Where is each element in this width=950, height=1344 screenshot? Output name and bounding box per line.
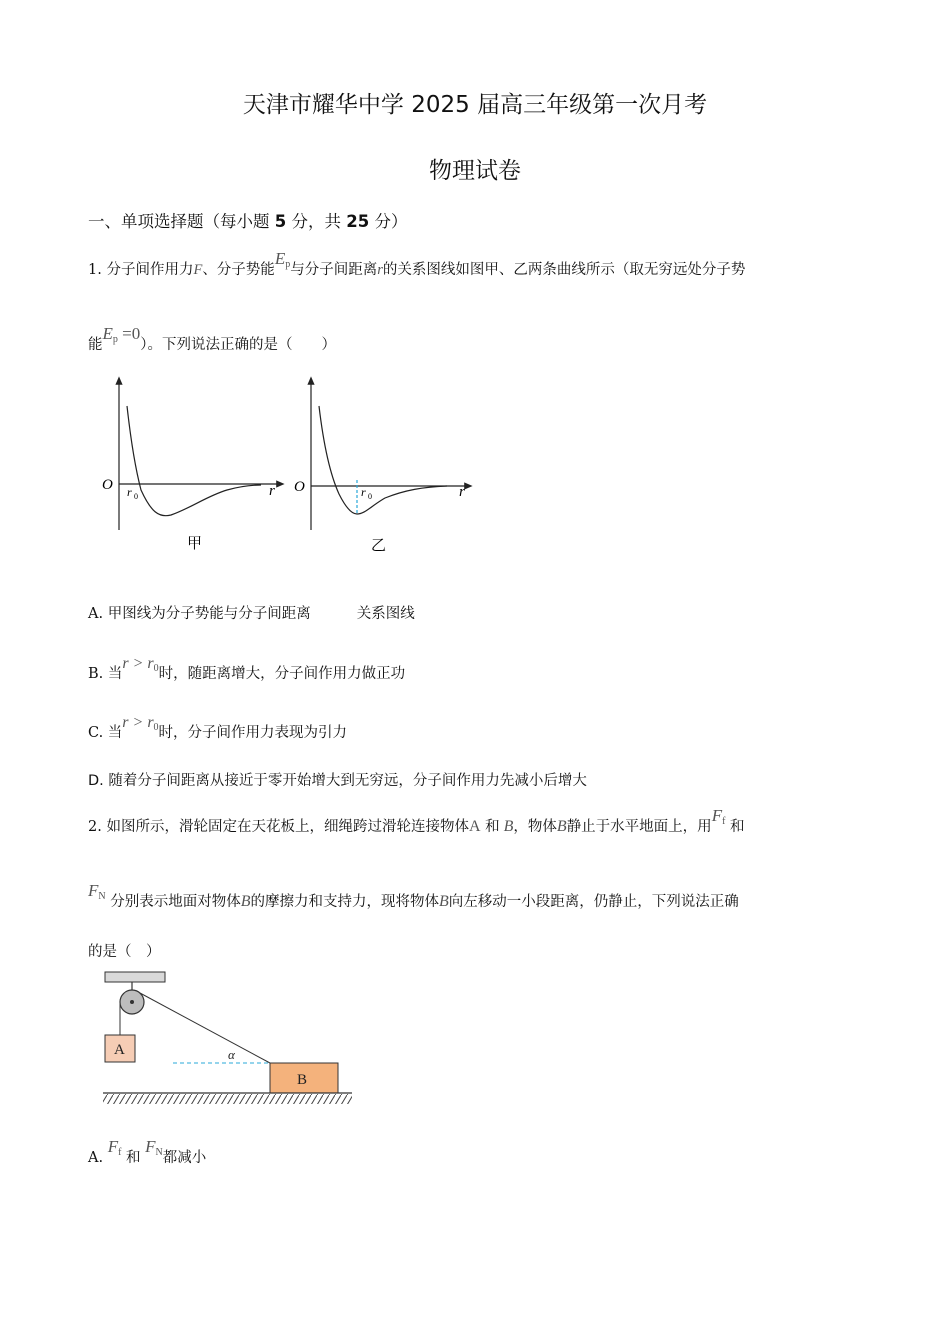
graph-left [102,380,281,552]
q1-option-a[interactable]: A. 甲图线为分子势能与分子间距离 关系图线 [88,606,415,622]
r0-label-left: r [127,485,132,499]
origin-label-left: O [102,477,113,493]
q1-figure [95,372,485,562]
r-axis-label-right: r [459,484,465,500]
q2-stem-line3: 的是（ ） [88,944,161,960]
svg-text:A: A [114,1042,125,1058]
graph-right [294,380,469,554]
q1-stem-line1: 1. 分子间作用力F、分子势能$E_p$与分子间距离r的关系图线如图甲、乙两条曲线所示（取无穷远处分子势 [88,249,746,278]
q1-option-d[interactable]: D. 随着分子间距离从接近于零开始增大到无穷远，分子间作用力先减小后增大 [88,773,587,789]
r0-label-right: r [361,485,366,499]
q2-stem-line2: $F_N$ 分别表示地面对物体B的摩擦力和支持力，现将物体B向左移动一小段距离，仍静止，下列说法正确 [88,881,739,910]
svg-text:B: B [297,1072,308,1088]
page-title: 天津市耀华中学 2025 届高三年级第一次月考 [242,92,708,118]
q2-figure [95,965,360,1110]
r0-sub-right: 0 [368,492,372,501]
q1-option-b[interactable]: B. 当$r > r_0$时，随距离增大，分子间作用力做正功 [88,655,406,682]
q1-stem-line2: 能$E_p =0$）。下列说法正确的是（ ） [88,324,336,353]
q1-option-c[interactable]: C. 当$r > r_0$时，分子间作用力表现为引力 [88,714,348,741]
figure-label-right: 乙 [371,538,387,554]
q2-option-a[interactable]: A. $F_f$ 和 $F_N$都减小 [88,1137,207,1166]
ceiling-plate [105,972,165,982]
figure-label-left: 甲 [187,536,203,552]
section-heading: 一、单项选择题（每小题 5 分，共 25 分） [88,212,408,231]
r-axis-label-left: r [269,483,275,499]
r0-sub-left: 0 [134,492,138,501]
origin-label-right: O [294,479,305,495]
q2-stem-line1: 2. 如图所示，滑轮固定在天花板上，细绳跨过滑轮连接物体A 和 B，物体B静止于水平地面上，用$F_f$ 和 [88,806,745,835]
page-subtitle: 物理试卷 [429,158,521,184]
angle-label: α [228,1047,235,1062]
